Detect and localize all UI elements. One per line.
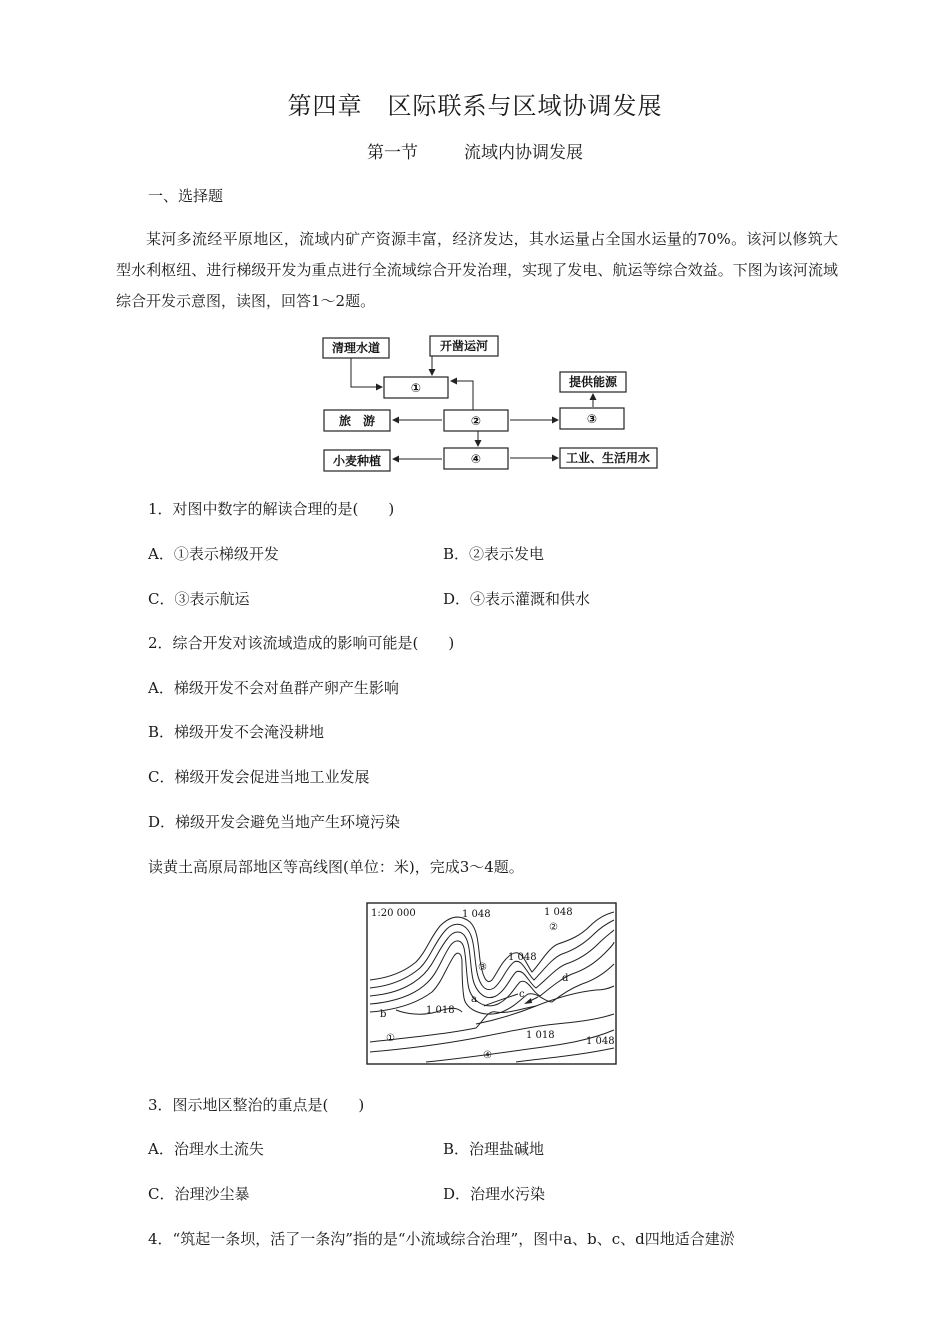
box-1-label: ①	[410, 381, 422, 395]
label-1048-c: 1 048	[508, 952, 537, 963]
q4-stem: 4．“筑起一条坝，活了一条沟”指的是“小流域综合治理”，图中a、b、c、d四地适合建淤	[148, 1230, 735, 1248]
label-1018-a: 1 018	[426, 1005, 455, 1016]
section-name: 流域内协调发展	[464, 143, 583, 163]
box-canal-label: 开凿运河	[439, 339, 489, 353]
q1-option-d[interactable]: D．④表示灌溉和供水	[443, 590, 591, 608]
box-4-label: ④	[470, 452, 482, 466]
label-1048-d: 1 048	[586, 1036, 615, 1047]
q3-option-c[interactable]: C．治理沙尘暴	[148, 1185, 250, 1203]
intro-paragraph-2: 读黄土高原局部地区等高线图(单位：米)，完成3～4题。	[148, 858, 524, 876]
q3-option-a[interactable]: A．治理水土流失	[148, 1140, 264, 1158]
box-energy-label: 提供能源	[568, 375, 618, 389]
contour-map	[366, 902, 618, 1066]
q1-stem: 1．对图中数字的解读合理的是( )	[148, 500, 395, 518]
box-2-label: ②	[470, 414, 482, 428]
map-frame	[367, 903, 616, 1064]
q3-option-d[interactable]: D．治理水污染	[443, 1185, 546, 1203]
box-clean-label: 清理水道	[331, 341, 381, 355]
q2-option-b[interactable]: B．梯级开发不会淹没耕地	[148, 723, 325, 741]
box-wheat-label: 小麦种植	[332, 454, 382, 468]
label-1018-b: 1 018	[526, 1030, 555, 1041]
mark-3: ③	[478, 962, 487, 973]
mark-1: ①	[386, 1033, 395, 1044]
label-1048-a: 1 048	[462, 909, 491, 920]
box-water-label: 工业、生活用水	[565, 451, 651, 465]
q1-option-c[interactable]: C．③表示航运	[148, 590, 250, 608]
box-3-label: ③	[586, 412, 598, 426]
point-c: c	[519, 989, 525, 1000]
point-b: b	[380, 1009, 387, 1020]
section-label: 第一节	[367, 143, 418, 163]
mark-2: ②	[549, 922, 558, 933]
q2-option-a[interactable]: A．梯级开发不会对鱼群产卵产生影响	[148, 679, 399, 697]
flowchart-diagram	[318, 330, 663, 475]
q1-option-a[interactable]: A．①表示梯级开发	[148, 545, 279, 563]
point-d: d	[562, 973, 569, 984]
map-scale: 1:20 000	[371, 908, 416, 919]
q2-option-c[interactable]: C．梯级开发会促进当地工业发展	[148, 768, 370, 786]
label-1048-b: 1 048	[544, 907, 573, 918]
q3-stem: 3．图示地区整治的重点是( )	[148, 1096, 365, 1114]
q2-stem: 2．综合开发对该流域造成的影响可能是( )	[148, 634, 455, 652]
mark-4: ④	[483, 1050, 492, 1061]
part-heading: 一、选择题	[148, 187, 224, 205]
point-a: a	[471, 994, 477, 1005]
intro-paragraph-1: 某河多流经平原地区，流域内矿产资源丰富，经济发达，其水运量占全国水运量的70%。该河以修筑大型水利枢纽、进行梯级开发为重点进行全流域综合开发治理，实现了发电、航运等综合效益。下图为该河流域综合开发示意图，读图，回答1～2题。	[116, 230, 838, 310]
box-tourism-label: 旅 游	[338, 414, 376, 428]
q1-option-b[interactable]: B．②表示发电	[443, 545, 545, 563]
q3-option-b[interactable]: B．治理盐碱地	[443, 1140, 545, 1158]
section-title	[0, 138, 950, 163]
q2-option-d[interactable]: D．梯级开发会避免当地产生环境污染	[148, 813, 401, 831]
chapter-title: 第四章 区际联系与区域协调发展	[287, 92, 663, 120]
